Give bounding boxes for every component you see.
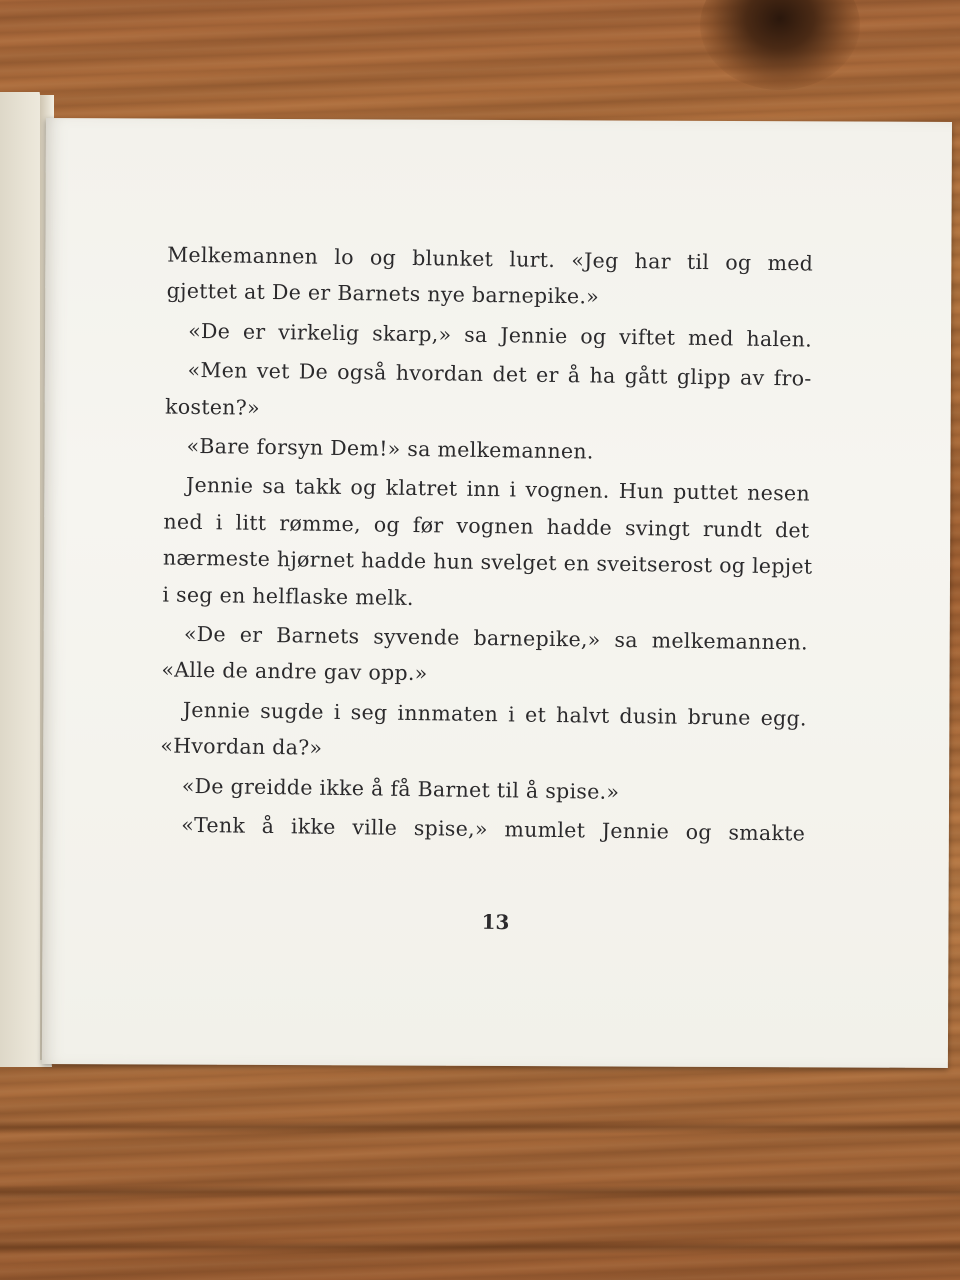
wood-grain [0,1120,960,1134]
text-line: «De er virkelig skarp,» sa Jennie og viftet med halen. [188,318,813,352]
paragraph [160,767,806,812]
wood-grain [0,1185,960,1199]
text-line: «Hvordan da?» [160,733,323,761]
page-number: 13 [481,909,510,935]
paragraph [160,691,807,773]
text-line: Jennie sugde i seg innmaten i et halvt dusin brune egg. [182,697,807,731]
text-line: «Men vet De også hvordan det er å ha gått glipp av fro- [187,358,812,391]
text-line: ned i litt rømme, og før vognen hadde svingt rundt det [163,509,810,543]
text-line: «Tenk å ikke ville spise,» mumlet Jennie og smakte [181,812,806,846]
paragraph [164,428,810,473]
wood-knot [700,0,860,90]
text-line: gjettet at De er Barnets nye barnepike.» [166,278,600,309]
book-page [42,118,952,1068]
text-line: i seg en helflaske melk. [162,582,414,610]
wood-grain [0,1240,960,1254]
paragraph [166,237,813,319]
text-line: «Bare forsyn Dem!» sa melkemannen. [186,433,594,464]
text-line: Jennie sa takk og klatret inn i vognen. Hun puttet nesen [185,473,811,506]
paragraph [166,312,812,357]
text-line: nærmeste hjørnet hadde hun svelget en sveitserost og lepjet [162,545,813,579]
text-line: «Alle de andre gav opp.» [161,657,428,686]
paragraph [161,616,808,698]
paragraph [165,352,812,434]
paragraph [162,467,813,622]
text-line: «De er Barnets syvende barnepike,» sa melkemannen. [183,621,809,655]
text-line: Melkemannen lo og blunket lurt. «Jeg har til og med [167,242,814,276]
text-line: kosten?» [164,394,261,420]
paragraph [159,807,805,852]
page-text [159,237,813,855]
text-line: «De greidde ikke å få Barnet til å spise.» [181,773,620,804]
